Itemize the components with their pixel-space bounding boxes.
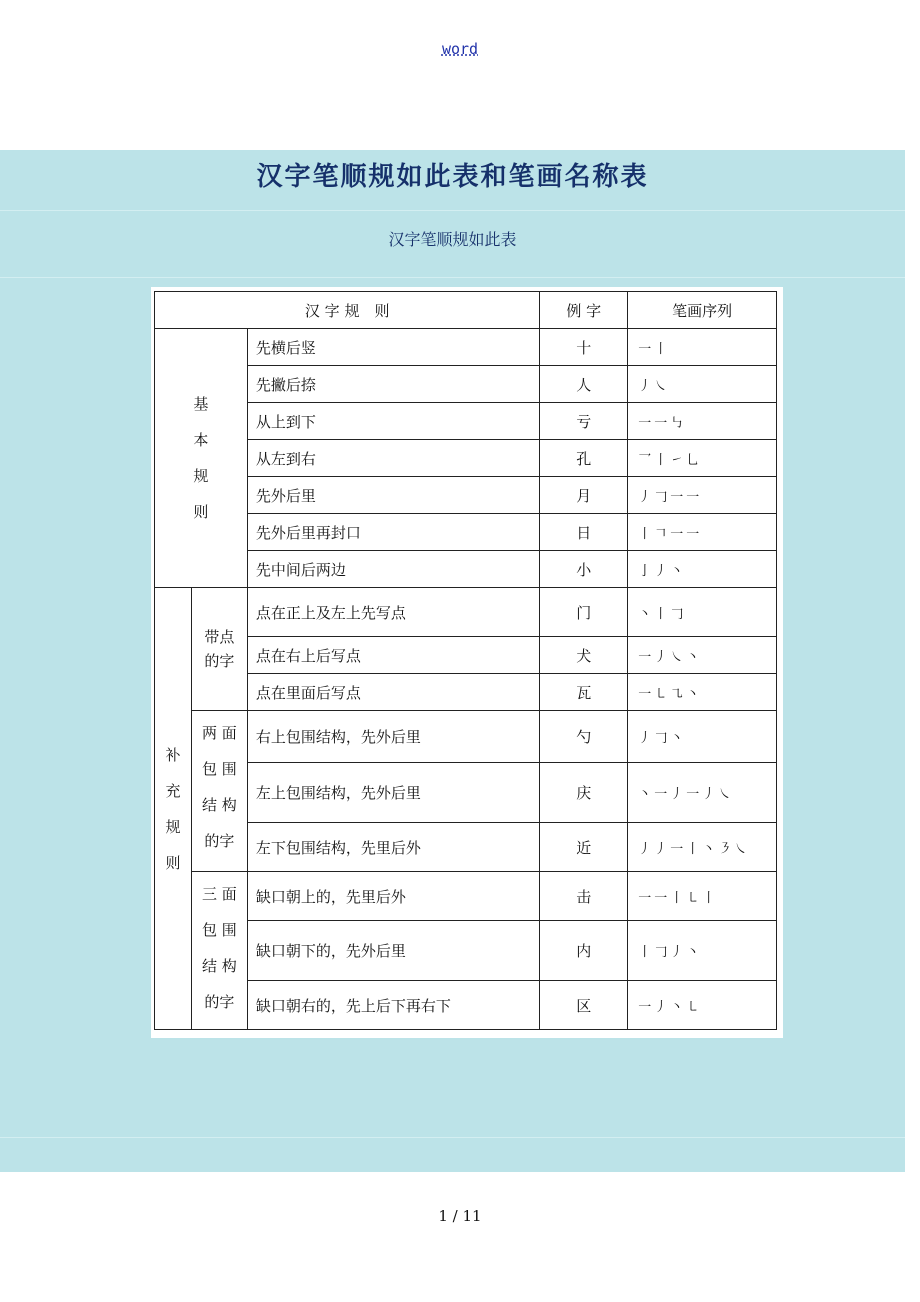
table-subtitle: 汉字笔顺规如此表 — [388, 230, 517, 249]
table-row — [155, 763, 777, 823]
example-cell: 日 — [540, 514, 628, 551]
example-cell: 勺 — [540, 711, 628, 763]
sequence-cell: 丨𠃍一一 — [628, 514, 777, 551]
sequence-cell: 一丿丶㇄ — [628, 981, 777, 1030]
example-cell: 人 — [540, 366, 628, 403]
example-cell: 瓦 — [540, 674, 628, 711]
table-row — [155, 329, 777, 366]
rule-cell: 点在里面后写点 — [247, 674, 540, 711]
rule-cell: 先撇后捺 — [247, 366, 540, 403]
example-cell: 小 — [540, 551, 628, 588]
sequence-cell: 丶一丿一丿㇏ — [628, 763, 777, 823]
sequence-cell: 丨𠃌丿丶 — [628, 921, 777, 981]
band-divider — [0, 1137, 905, 1138]
dot-chars-group: 带点 的字 — [191, 588, 247, 711]
supplementary-rules-group: 补 充 规 则 — [155, 588, 192, 1030]
band-divider — [0, 210, 905, 211]
rule-cell: 右上包围结构，先外后里 — [247, 711, 540, 763]
sequence-cell: 丿𠃌一一 — [628, 477, 777, 514]
table-row — [155, 440, 777, 477]
table-row — [155, 514, 777, 551]
word-link[interactable]: word — [441, 40, 479, 58]
rule-cell: 缺口朝右的，先上后下再右下 — [247, 981, 540, 1030]
page-header — [0, 40, 920, 58]
example-cell: 内 — [540, 921, 628, 981]
table-row — [155, 711, 777, 763]
rule-cell: 先中间后两边 — [247, 551, 540, 588]
example-cell: 孔 — [540, 440, 628, 477]
rule-cell: 缺口朝上的，先里后外 — [247, 872, 540, 921]
example-cell: 门 — [540, 588, 628, 637]
sequence-cell: 一一丨㇄丨 — [628, 872, 777, 921]
table-row — [155, 674, 777, 711]
table-row — [155, 637, 777, 674]
header-sequence: 笔画序列 — [628, 292, 777, 329]
three-side-enclosure-group: 三 面 包 围 结 构 的字 — [191, 872, 247, 1030]
example-cell: 庆 — [540, 763, 628, 823]
rule-cell: 点在正上及左上先写点 — [247, 588, 540, 637]
rule-cell: 先外后里 — [247, 477, 540, 514]
sequence-cell: 丿㇏ — [628, 366, 777, 403]
table-row — [155, 981, 777, 1030]
example-cell: 亏 — [540, 403, 628, 440]
sequence-cell: 一丿㇏丶 — [628, 637, 777, 674]
rule-cell: 从左到右 — [247, 440, 540, 477]
table-container — [151, 287, 783, 1038]
table-row — [155, 366, 777, 403]
two-side-enclosure-group: 两 面 包 围 结 构 的字 — [191, 711, 247, 872]
example-cell: 近 — [540, 823, 628, 872]
sequence-cell: 丿丿一丨丶㇋㇏ — [628, 823, 777, 872]
rule-cell: 先外后里再封口 — [247, 514, 540, 551]
example-cell: 犬 — [540, 637, 628, 674]
table-row — [155, 403, 777, 440]
example-cell: 击 — [540, 872, 628, 921]
sequence-cell: 一㇄㇈丶 — [628, 674, 777, 711]
table-row — [155, 588, 777, 637]
table-row — [155, 551, 777, 588]
sequence-cell: 亅丿丶 — [628, 551, 777, 588]
rule-cell: 左上包围结构，先外后里 — [247, 763, 540, 823]
table-row — [155, 477, 777, 514]
table-row — [155, 823, 777, 872]
rule-cell: 左下包围结构，先里后外 — [247, 823, 540, 872]
stroke-order-table — [154, 291, 777, 1030]
rule-cell: 缺口朝下的，先外后里 — [247, 921, 540, 981]
rule-cell: 从上到下 — [247, 403, 540, 440]
example-cell: 十 — [540, 329, 628, 366]
example-cell: 区 — [540, 981, 628, 1030]
sequence-cell: 乛丨㇀乚 — [628, 440, 777, 477]
example-cell: 月 — [540, 477, 628, 514]
band-divider — [0, 277, 905, 278]
basic-rules-group: 基 本 规 则 — [155, 329, 248, 588]
document-title: 汉字笔顺规如此表和笔画名称表 — [256, 162, 649, 192]
sequence-cell: 一丨 — [628, 329, 777, 366]
rule-cell: 点在右上后写点 — [247, 637, 540, 674]
sequence-cell: 丿𠃌丶 — [628, 711, 777, 763]
header-rule: 汉 字 规 则 — [155, 292, 540, 329]
sequence-cell: 一一㇉ — [628, 403, 777, 440]
table-header-row — [155, 292, 777, 329]
header-example: 例 字 — [540, 292, 628, 329]
table-row — [155, 872, 777, 921]
sequence-cell: 丶丨𠃌 — [628, 588, 777, 637]
table-row — [155, 921, 777, 981]
rule-cell: 先横后竖 — [247, 329, 540, 366]
page-indicator: 1 / 11 — [438, 1207, 482, 1225]
